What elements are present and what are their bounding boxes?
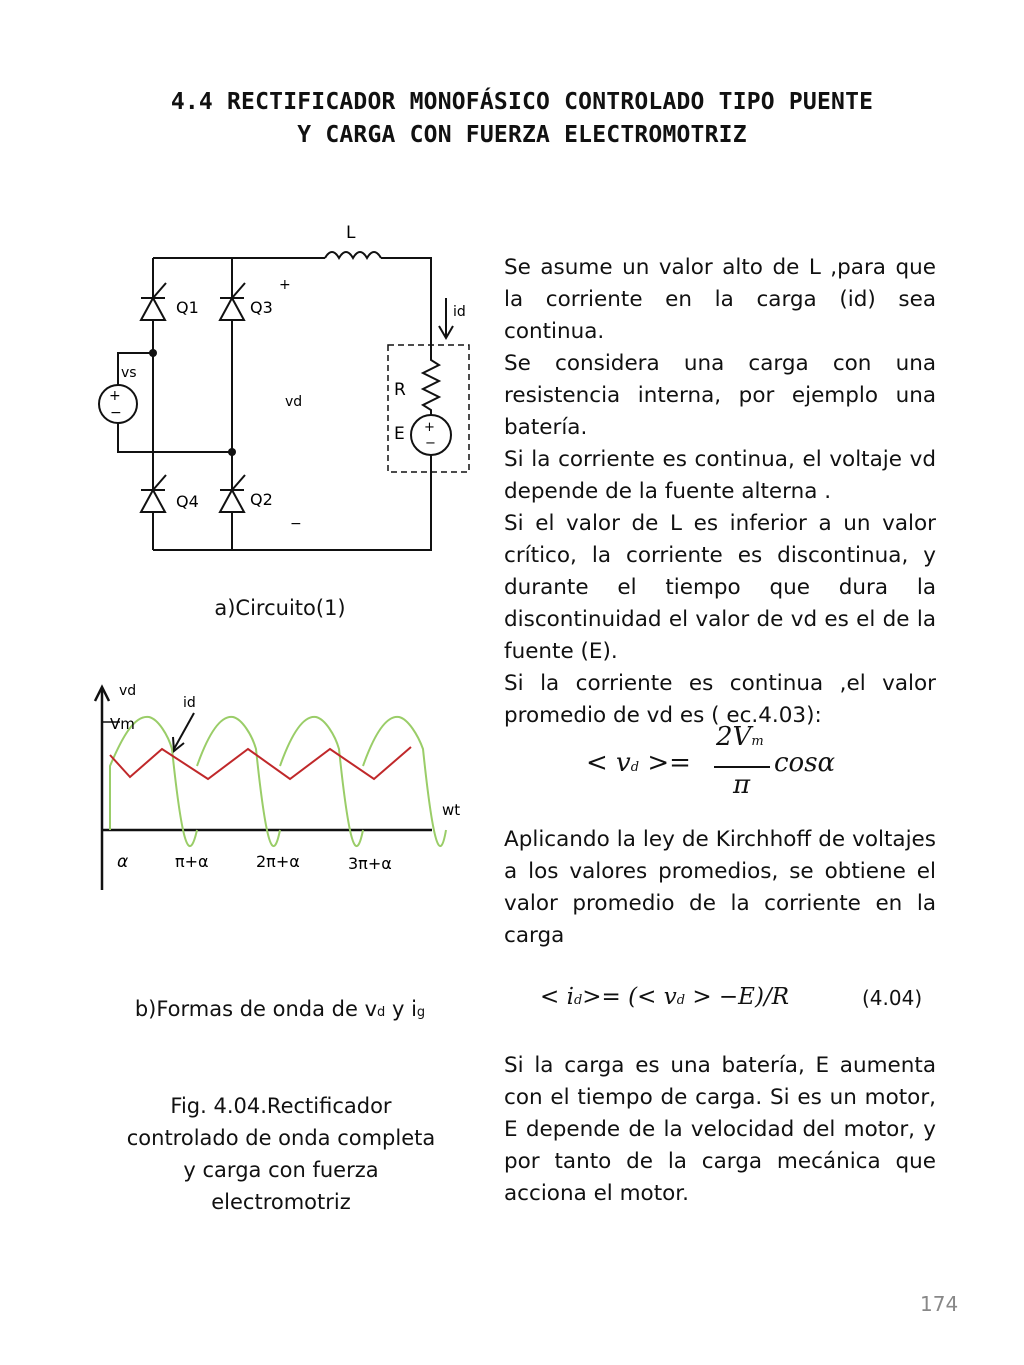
- vd-waveform: [110, 717, 446, 846]
- q4-thyristor-symbol: [141, 490, 165, 512]
- title-line-2: Y CARGA CON FUERZA ELECTROMOTRIZ: [297, 122, 747, 148]
- id-label: id: [453, 304, 466, 320]
- fraction-bar: [714, 766, 770, 768]
- equation-average-current: < id>= (< vd > −E)/R (4.04): [540, 984, 923, 1010]
- source-plus: +: [109, 388, 121, 404]
- q2-label: Q2: [250, 490, 273, 509]
- vd-axis-label: vd: [119, 683, 137, 699]
- figure-caption-line: electromotriz: [211, 1190, 351, 1214]
- paragraph-6: Aplicando la ley de Kirchhoff de voltajes a los valores promedios, se obtiene el valor promedio de la corriente en la carga: [504, 827, 936, 948]
- figure-caption-line: Fig. 4.04.Rectificador: [170, 1094, 392, 1118]
- page-number: 174: [920, 1292, 959, 1316]
- figure-caption-line: y carga con fuerza: [183, 1158, 379, 1182]
- emf-minus: −: [425, 436, 436, 451]
- tick-alpha: α: [117, 852, 129, 872]
- paragraph-4: Si el valor de L es inferior a un valor crítico, la corriente es discontinua, y durante el tiempo que dura la discontinuidad el valor de vd es el de la fuente (E).: [504, 511, 936, 664]
- paragraph-7: Si la carga es una batería, E aumenta con el tiempo de carga. Si es un motor, E depende de la velocidad del motor, y por tanto de la carga mecánica que acciona el motor.: [504, 1053, 936, 1206]
- emf-label: E: [394, 424, 405, 444]
- body-text-bottom: [504, 1050, 936, 1210]
- inductor-label: L: [346, 223, 356, 243]
- q1-label: Q1: [176, 298, 199, 317]
- emf-plus: +: [424, 420, 435, 435]
- circuit-caption: a)Circuito(1): [214, 596, 346, 620]
- paragraph-5: Si la corriente es continua ,el valor promedio de vd es ( ec.4.03):: [504, 671, 936, 728]
- q1-thyristor-symbol: [141, 298, 165, 320]
- body-text-middle: [504, 824, 936, 952]
- q4-label: Q4: [176, 492, 199, 511]
- source-minus: −: [110, 405, 122, 421]
- q3-thyristor-symbol: [220, 298, 244, 320]
- resistor-label: R: [394, 380, 406, 400]
- source-label: vs: [121, 365, 137, 381]
- q2-thyristor-symbol: [220, 490, 244, 512]
- cos-term: cosα: [774, 748, 836, 778]
- paragraph-1: Se asume un valor alto de L ,para que la corriente en la carga (id) sea continua.: [504, 255, 936, 344]
- vd-plus-label: +: [279, 277, 291, 293]
- id-current-waveform: [110, 747, 411, 779]
- waveform-plot: [90, 675, 480, 900]
- fraction-denominator: π: [733, 770, 751, 800]
- equation-number: (4.04): [862, 986, 923, 1010]
- paragraph-2: Se considera una carga con una resistencia interna, por ejemplo una batería.: [504, 351, 936, 440]
- tick-pi-alpha: π+α: [175, 852, 209, 871]
- q3-label: Q3: [250, 298, 273, 317]
- figure-caption-line: controlado de onda completa: [126, 1126, 436, 1150]
- body-text-top: [504, 252, 936, 732]
- bridge-circuit-diagram: [80, 210, 500, 560]
- equation-average-voltage: < vd >= 2Vm π cosα: [586, 722, 836, 800]
- tick-2pi-alpha: 2π+α: [256, 852, 300, 871]
- tick-3pi-alpha: 3π+α: [348, 854, 392, 873]
- section-title: [0, 86, 1024, 152]
- title-line-1: 4.4 RECTIFICADOR MONOFÁSICO CONTROLADO TIPO PUENTE: [170, 89, 874, 115]
- wt-label: wt: [442, 801, 461, 819]
- inductor-coil: [325, 252, 381, 258]
- paragraph-3: Si la corriente es continua, el voltaje vd depende de la fuente alterna .: [504, 447, 936, 504]
- waveform-caption: b)Formas de onda de vd y ig: [134, 997, 426, 1021]
- figure-caption: [100, 1090, 462, 1218]
- vm-label: Vm: [110, 715, 135, 733]
- vd-label: vd: [285, 394, 303, 410]
- vd-minus-label: −: [290, 516, 302, 532]
- id-wave-label: id: [183, 695, 196, 711]
